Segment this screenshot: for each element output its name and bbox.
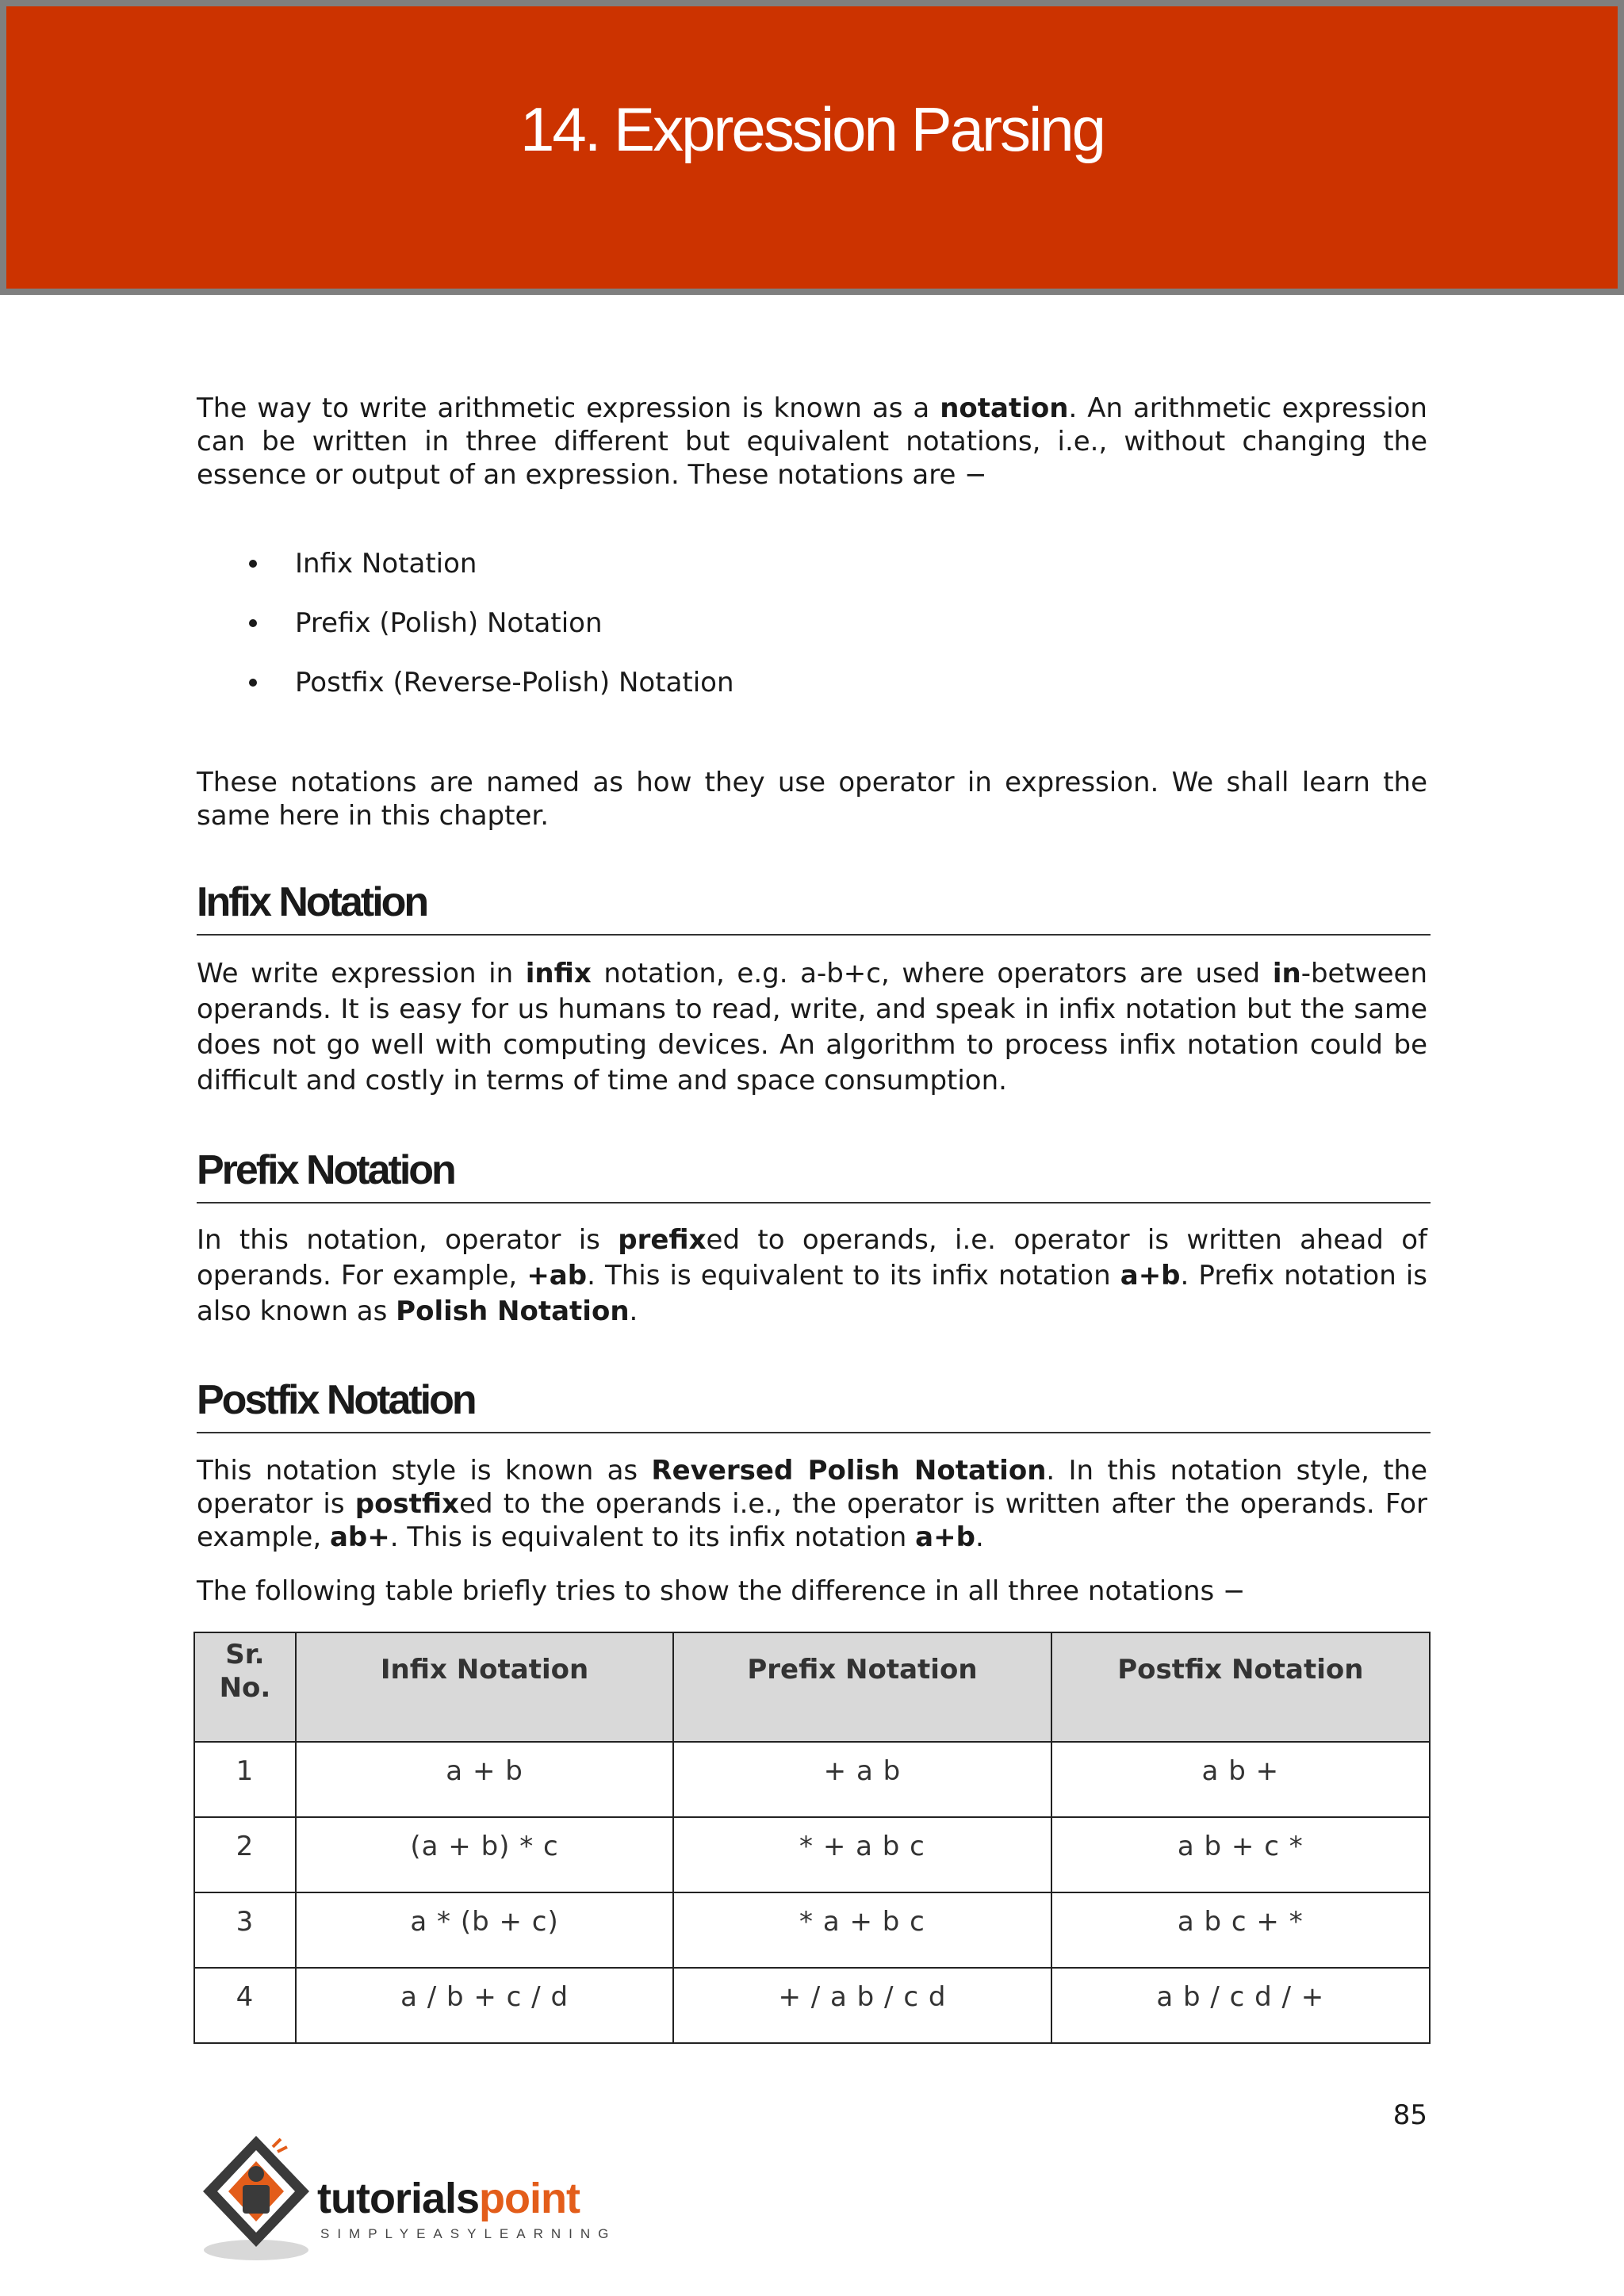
cell-postfix: a b + c * xyxy=(1051,1817,1430,1892)
infix-heading: Infix Notation xyxy=(197,878,1431,936)
infix-text-2: notation, e.g. a-b+c, where operators are used xyxy=(591,958,1273,989)
infix-bold-2: in xyxy=(1272,958,1301,989)
postfix-text-5: . xyxy=(975,1521,984,1553)
list-item-label: Prefix (Polish) Notation xyxy=(295,607,603,639)
prefix-text-5: . xyxy=(629,1295,638,1327)
cell-infix: a / b + c / d xyxy=(296,1968,673,2043)
notation-list xyxy=(246,547,734,725)
bullet-icon xyxy=(249,560,257,568)
chapter-title: 14. Expression Parsing xyxy=(519,94,1105,164)
postfix-bold-3: ab+ xyxy=(329,1521,390,1553)
postfix-text-1: This notation style is known as xyxy=(197,1455,652,1487)
intro-paragraph xyxy=(197,392,1427,492)
cell-postfix: a b c + * xyxy=(1051,1892,1430,1968)
prefix-text-2: ed to operands, i.e. operator is written ahead of operands. For example, xyxy=(197,1224,1427,1292)
logo-word-tutorials: tutorials xyxy=(317,2175,480,2222)
prefix-bold-2: +ab xyxy=(527,1260,588,1292)
intro-text: The way to write arithmetic expression is known as a xyxy=(197,392,940,424)
logo-mark-icon xyxy=(197,2130,324,2264)
cell-infix: (a + b) * c xyxy=(296,1817,673,1892)
prefix-bold-3: a+b xyxy=(1120,1260,1181,1292)
cell-postfix: a b + xyxy=(1051,1742,1430,1817)
postfix-bold-4: a+b xyxy=(915,1521,975,1553)
infix-text-1: We write expression in xyxy=(197,958,526,989)
cell-sr: 3 xyxy=(194,1892,296,1968)
logo-wordmark xyxy=(317,2174,580,2223)
header-sr-line2: No. xyxy=(219,1672,271,1704)
cell-sr: 1 xyxy=(194,1742,296,1817)
infix-bold-1: infix xyxy=(525,958,592,989)
cell-sr: 2 xyxy=(194,1817,296,1892)
cell-prefix: * + a b c xyxy=(673,1817,1051,1892)
table-header-row xyxy=(194,1632,1430,1742)
prefix-bold-4: Polish Notation xyxy=(396,1295,630,1327)
table-row xyxy=(194,1817,1430,1892)
table-row xyxy=(194,1892,1430,1968)
table-row xyxy=(194,1968,1430,2043)
postfix-heading: Postfix Notation xyxy=(197,1376,1431,1433)
prefix-bold-1: prefix xyxy=(618,1224,707,1256)
postfix-bold-2: postfix xyxy=(354,1488,460,1520)
table-row xyxy=(194,1742,1430,1817)
prefix-heading: Prefix Notation xyxy=(197,1146,1431,1203)
list-item xyxy=(246,607,734,666)
prefix-text-4: . Prefix notation is also known as xyxy=(197,1260,1427,1327)
postfix-text-4: . This is equivalent to its infix notation xyxy=(389,1521,916,1553)
logo-word-point: point xyxy=(479,2175,580,2222)
postfix-text-2: . In this notation style, the operator is xyxy=(197,1455,1427,1520)
logo-tagline: SIMPLYEASYLEARNING xyxy=(320,2226,617,2241)
header-prefix: Prefix Notation xyxy=(673,1632,1051,1742)
chapter-banner xyxy=(0,0,1624,295)
cell-postfix: a b / c d / + xyxy=(1051,1968,1430,2043)
infix-paragraph xyxy=(197,956,1427,1099)
intro-bold-notation: notation xyxy=(940,392,1069,424)
header-sr-no xyxy=(194,1632,296,1742)
names-paragraph: These notations are named as how they use operator in expression. We shall learn the same here in this chapter. xyxy=(197,767,1427,832)
list-item-label: Infix Notation xyxy=(295,548,477,580)
page-number: 85 xyxy=(1392,2099,1427,2131)
list-item xyxy=(246,547,734,607)
bullet-icon xyxy=(249,679,257,687)
cell-sr: 4 xyxy=(194,1968,296,2043)
list-item xyxy=(246,666,734,725)
header-sr-line1: Sr. xyxy=(225,1639,265,1670)
header-postfix: Postfix Notation xyxy=(1051,1632,1430,1742)
tutorialspoint-logo xyxy=(197,2130,641,2264)
cell-prefix: * a + b c xyxy=(673,1892,1051,1968)
cell-infix: a + b xyxy=(296,1742,673,1817)
cell-prefix: + / a b / c d xyxy=(673,1968,1051,2043)
postfix-bold-1: Reversed Polish Notation xyxy=(651,1455,1047,1487)
bullet-icon xyxy=(249,619,257,627)
postfix-paragraph xyxy=(197,1454,1427,1554)
cell-infix: a * (b + c) xyxy=(296,1892,673,1968)
prefix-text-3: . This is equivalent to its infix notation xyxy=(587,1260,1120,1292)
prefix-text-1: In this notation, operator is xyxy=(197,1224,619,1256)
prefix-paragraph xyxy=(197,1223,1427,1330)
notation-comparison-table xyxy=(193,1632,1431,2044)
postfix-text-3: ed to the operands i.e., the operator is written after the operands. For example, xyxy=(197,1488,1427,1553)
header-infix: Infix Notation xyxy=(296,1632,673,1742)
infix-text-3: -between operands. It is easy for us humans to read, write, and speak in infix notation but the same does not go well with computing devices. An algorithm to process infix notation could be difficult and costly in terms of time and space consumption. xyxy=(197,958,1427,1096)
cell-prefix: + a b xyxy=(673,1742,1051,1817)
intro-text-end: . An arithmetic expression can be written in three different but equivalent notations, i.e., without changing the essence or output of an expression. These notations are − xyxy=(197,392,1427,491)
list-item-label: Postfix (Reverse-Polish) Notation xyxy=(295,667,734,698)
table-intro-paragraph: The following table briefly tries to show the difference in all three notations − xyxy=(197,1575,1246,1607)
